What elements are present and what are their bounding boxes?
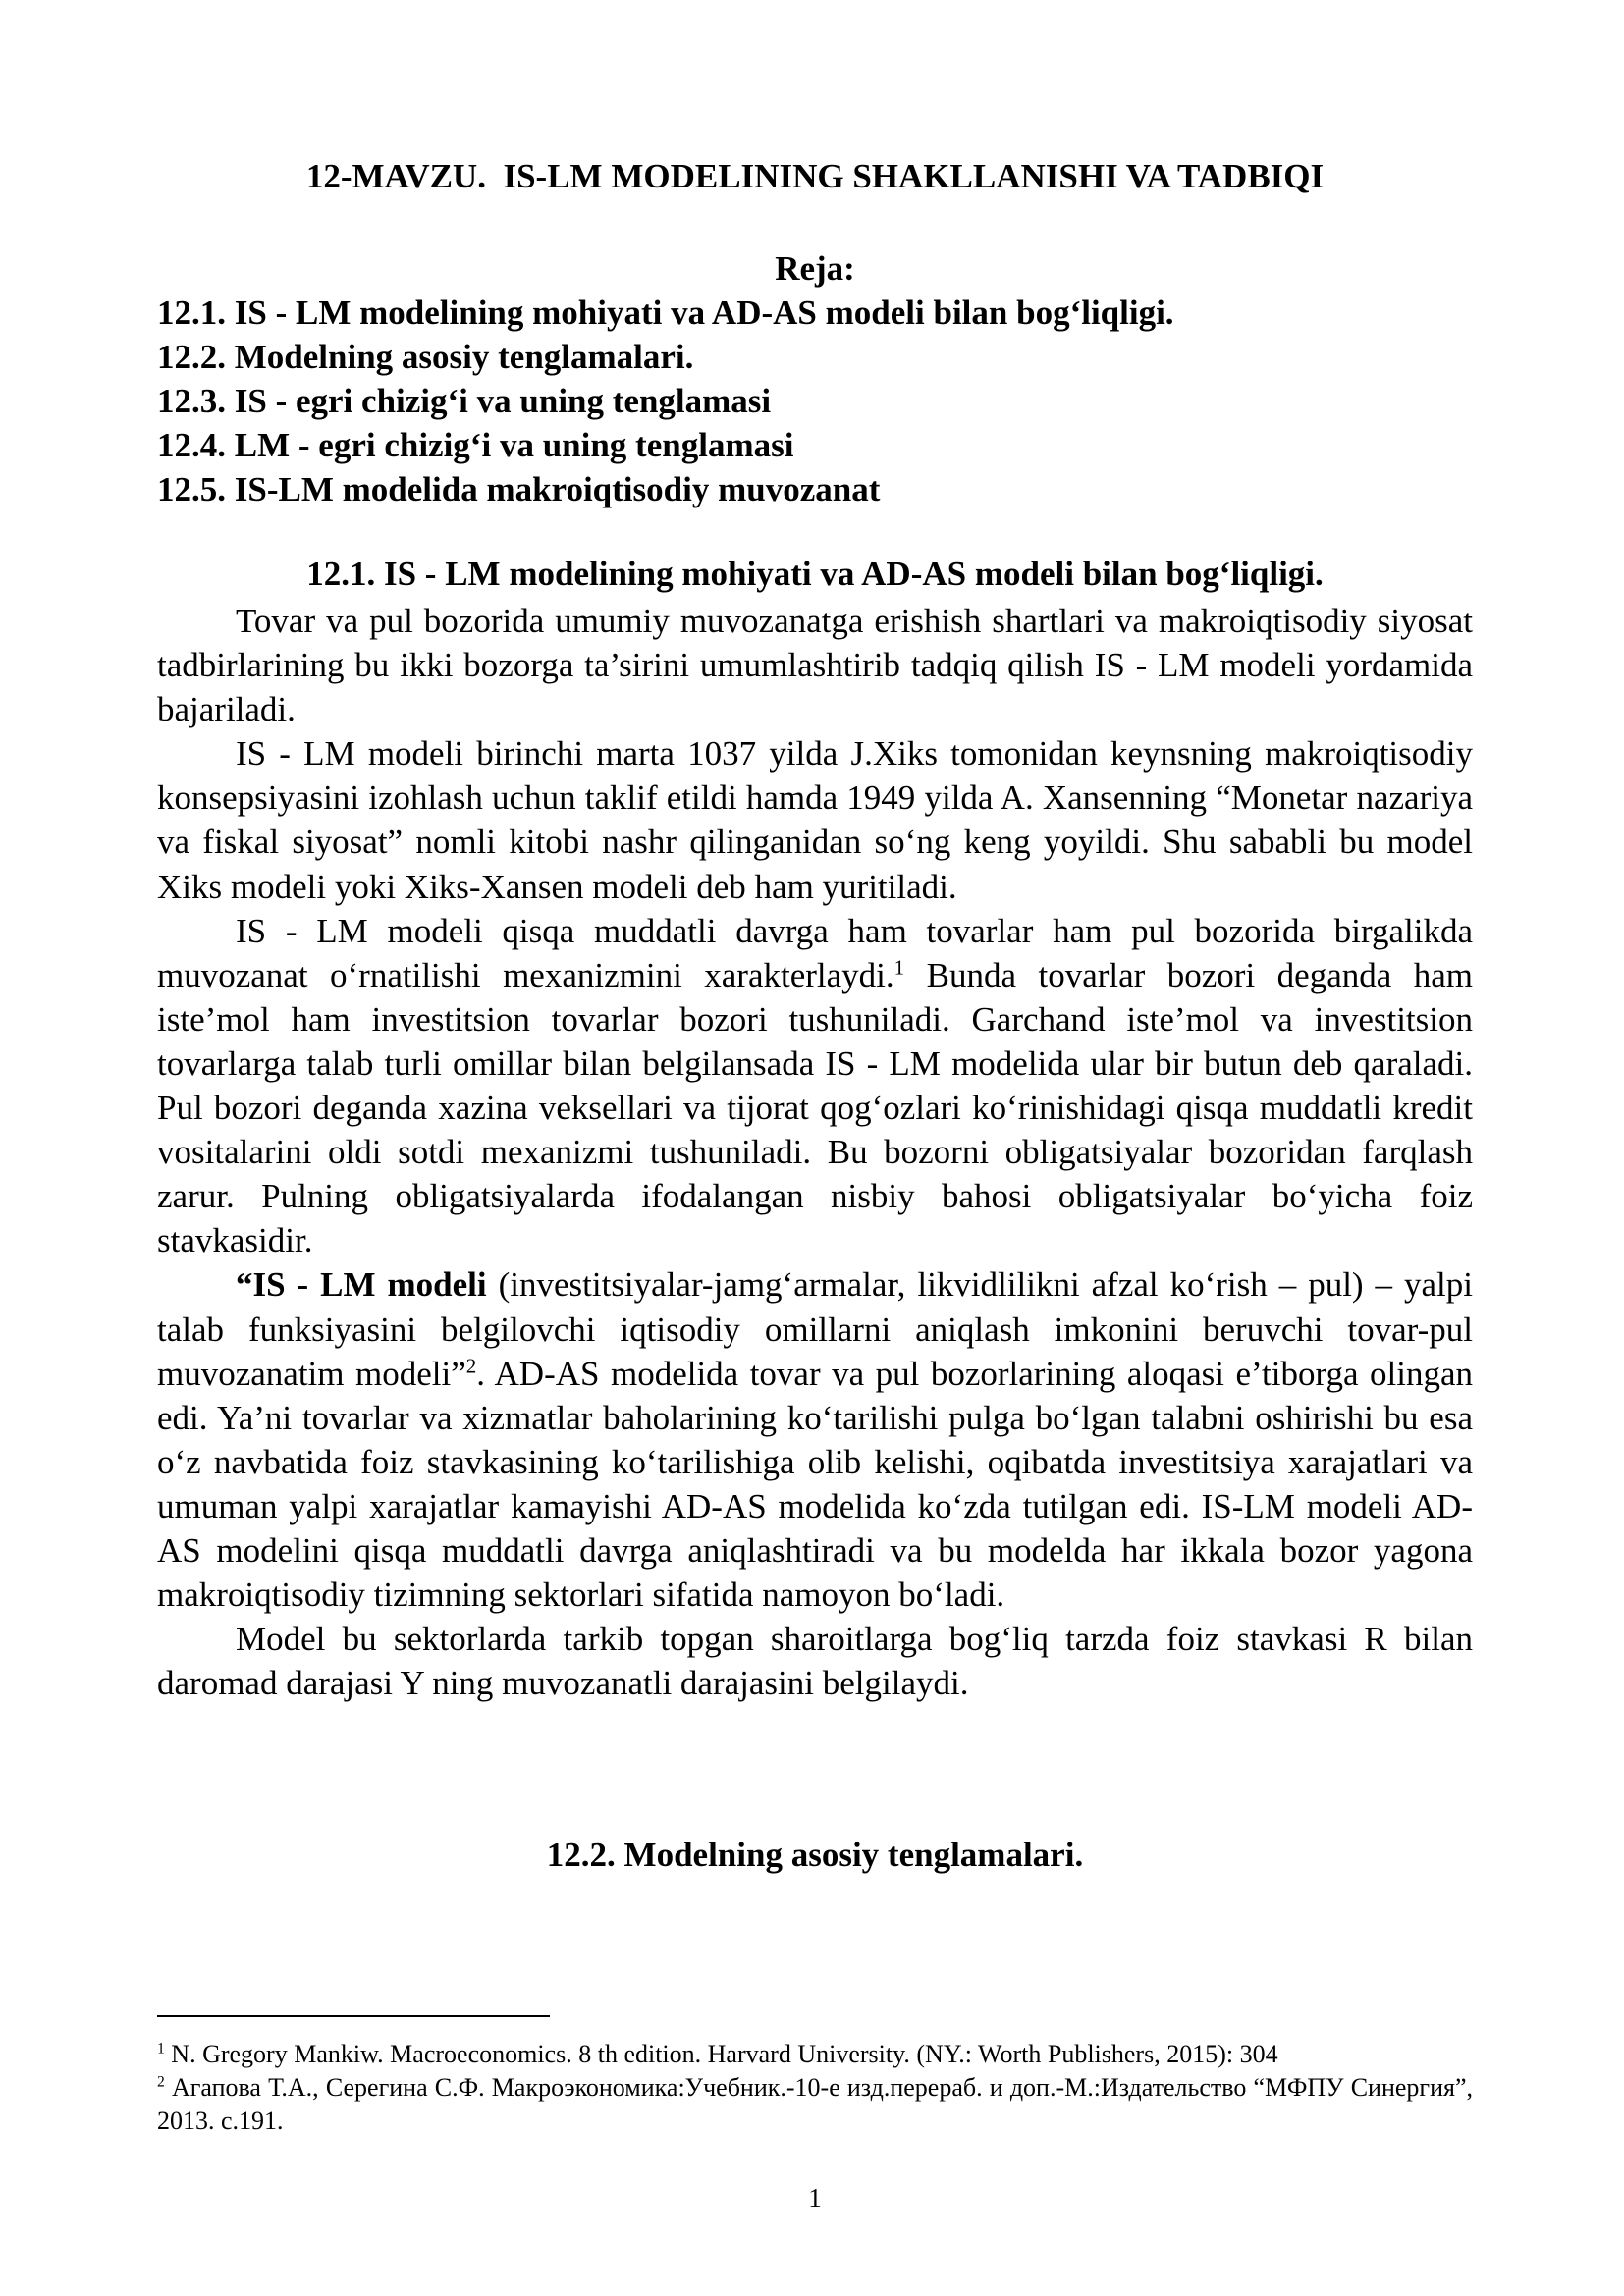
plan-item: 12.5. IS-LM modelida makroiqtisodiy muvozanat [157, 470, 881, 508]
plan-item: 12.4. LM - egri chizig‘i va uning tenglamasi [157, 426, 794, 464]
section-heading: 12.2. Modelning asosiy tenglamalari. [546, 1836, 1084, 1874]
page-number: 1 [808, 2183, 822, 2213]
document-title: 12-MAVZU. IS-LM MODELINING SHAKLLANISHI VA TADBIQI [305, 157, 1325, 195]
footnote [157, 2071, 1473, 2138]
footnotes [157, 2038, 1473, 2138]
footnote-ref: 1 [893, 955, 905, 980]
footnote-number: 2 [157, 2073, 165, 2091]
paragraph-text: Bunda tovarlar bozori deganda ham iste’mol ham investitsion tovarlar bozori tushuniladi. Garchand iste’mol va investitsion tovarlarga talab turli omillar bilan belgilansada IS - LM modelida ular bir butun deb qaraladi. Pul bozori deganda xazina veksellari va tijorat qog‘ozlari ko‘rinishidagi qisqa muddatli kredit vositalarini oldi sotdi mexanizmi tushuniladi. Bu bozorni obligatsiyalar bozoridan farqlash zarur. Pulning obligatsiyalarda ifodalangan nisbiy bahosi obligatsiyalar bo‘yicha foiz stavkasidir. [157, 955, 1473, 1260]
plan-heading: Reja: [775, 249, 855, 288]
bold-term: “IS - LM modeli [236, 1265, 487, 1305]
footnote-text: Агапова Т.А., Серегина С.Ф. Макроэкономика:Учебник.-10-е изд.перераб. и доп.-М.:Издательство “МФПУ Синергия”, 2013. с.191. [157, 2073, 1473, 2135]
paragraph: Model bu sektorlarda tarkib topgan sharoitlarga bog‘liq tarzda foiz stavkasi R bilan daromad darajasi Y ning muvozanatli darajasini belgilaydi. [157, 1620, 1473, 1703]
plan-list [157, 291, 1473, 511]
footnote [157, 2038, 1473, 2071]
paragraph [157, 1262, 1473, 1617]
paragraph-text: (investitsiyalar-jamg‘armalar, likvidlilikni afzal ko‘rish – pul) – yalpi talab funksiyasini belgilovchi iqtisodiy omillarni aniqlash imkonini beruvchi tovar-pul muvozanatim modeli” [157, 1265, 1473, 1393]
footnote-text: N. Gregory Mankiw. Macroeconomics. 8 th edition. Harvard University. (NY.: Worth Publishers, 2015): 304 [164, 2040, 1278, 2068]
paragraph: IS - LM modeli birinchi marta 1037 yilda J.Xiks tomonidan keynsning makroiqtisodiy konsepsiyasini izohlash uchun taklif etildi hamda 1949 yilda A. Xansenning “Monetar nazariya va fiskal siyosat” nomli kitobi nashr qilinganidan so‘ng keng yoyildi. Shu sababli bu model Xiks modeli yoki Xiks-Xansen modeli deb ham yuritiladi. [157, 734, 1473, 906]
footnote-ref: 2 [465, 1353, 477, 1377]
paragraph-text: . AD-AS modelida tovar va pul bozorlarining aloqasi e’tiborga olingan edi. Ya’ni tovarlar va xizmatlar baholarining ko‘tarilishi pulga bo‘lgan talabni oshirishi bu esa o‘z navbatida foiz stavkasining ko‘tarilishiga olib kelishi, oqibatda investitsiya xarajatlari va umuman yalpi xarajatlar kamayishi AD-AS modelida ko‘zda tutilgan edi. IS-LM modeli AD-AS modelini qisqa muddatli davrga aniqlashtiradi va bu modelda har ikkala bozor yagona makroiqtisodiy tizimning sektorlari sifatida namoyon bo‘ladi. [157, 1354, 1473, 1615]
paragraph [157, 909, 1473, 1263]
footnote-separator [157, 2015, 550, 2017]
footnote-number: 1 [157, 2040, 165, 2057]
paragraph-text: IS - LM modeli qisqa muddatli davrga ham tovarlar ham pul bozorida birgalikda muvozanat o‘rnatilishi mexanizmini xarakterlaydi. [157, 911, 1473, 994]
plan-item: 12.2. Modelning asosiy tenglamalari. [157, 338, 694, 376]
section-heading: 12.1. IS - LM modelining mohiyati va AD-AS modeli bilan bog‘liqligi. [306, 555, 1324, 593]
plan-item: 12.3. IS - egri chizig‘i va uning tenglamasi [157, 382, 772, 420]
section-body [157, 599, 1473, 1705]
plan-item: 12.1. IS - LM modelining mohiyati va AD-AS modeli bilan bog‘liqligi. [157, 294, 1174, 332]
paragraph: Tovar va pul bozorida umumiy muvozanatga erishish shartlari va makroiqtisodiy siyosat tadbirlarining bu ikki bozorga ta’sirini umumlashtirib tadqiq qilish IS - LM modeli yordamida bajariladi. [157, 602, 1473, 729]
